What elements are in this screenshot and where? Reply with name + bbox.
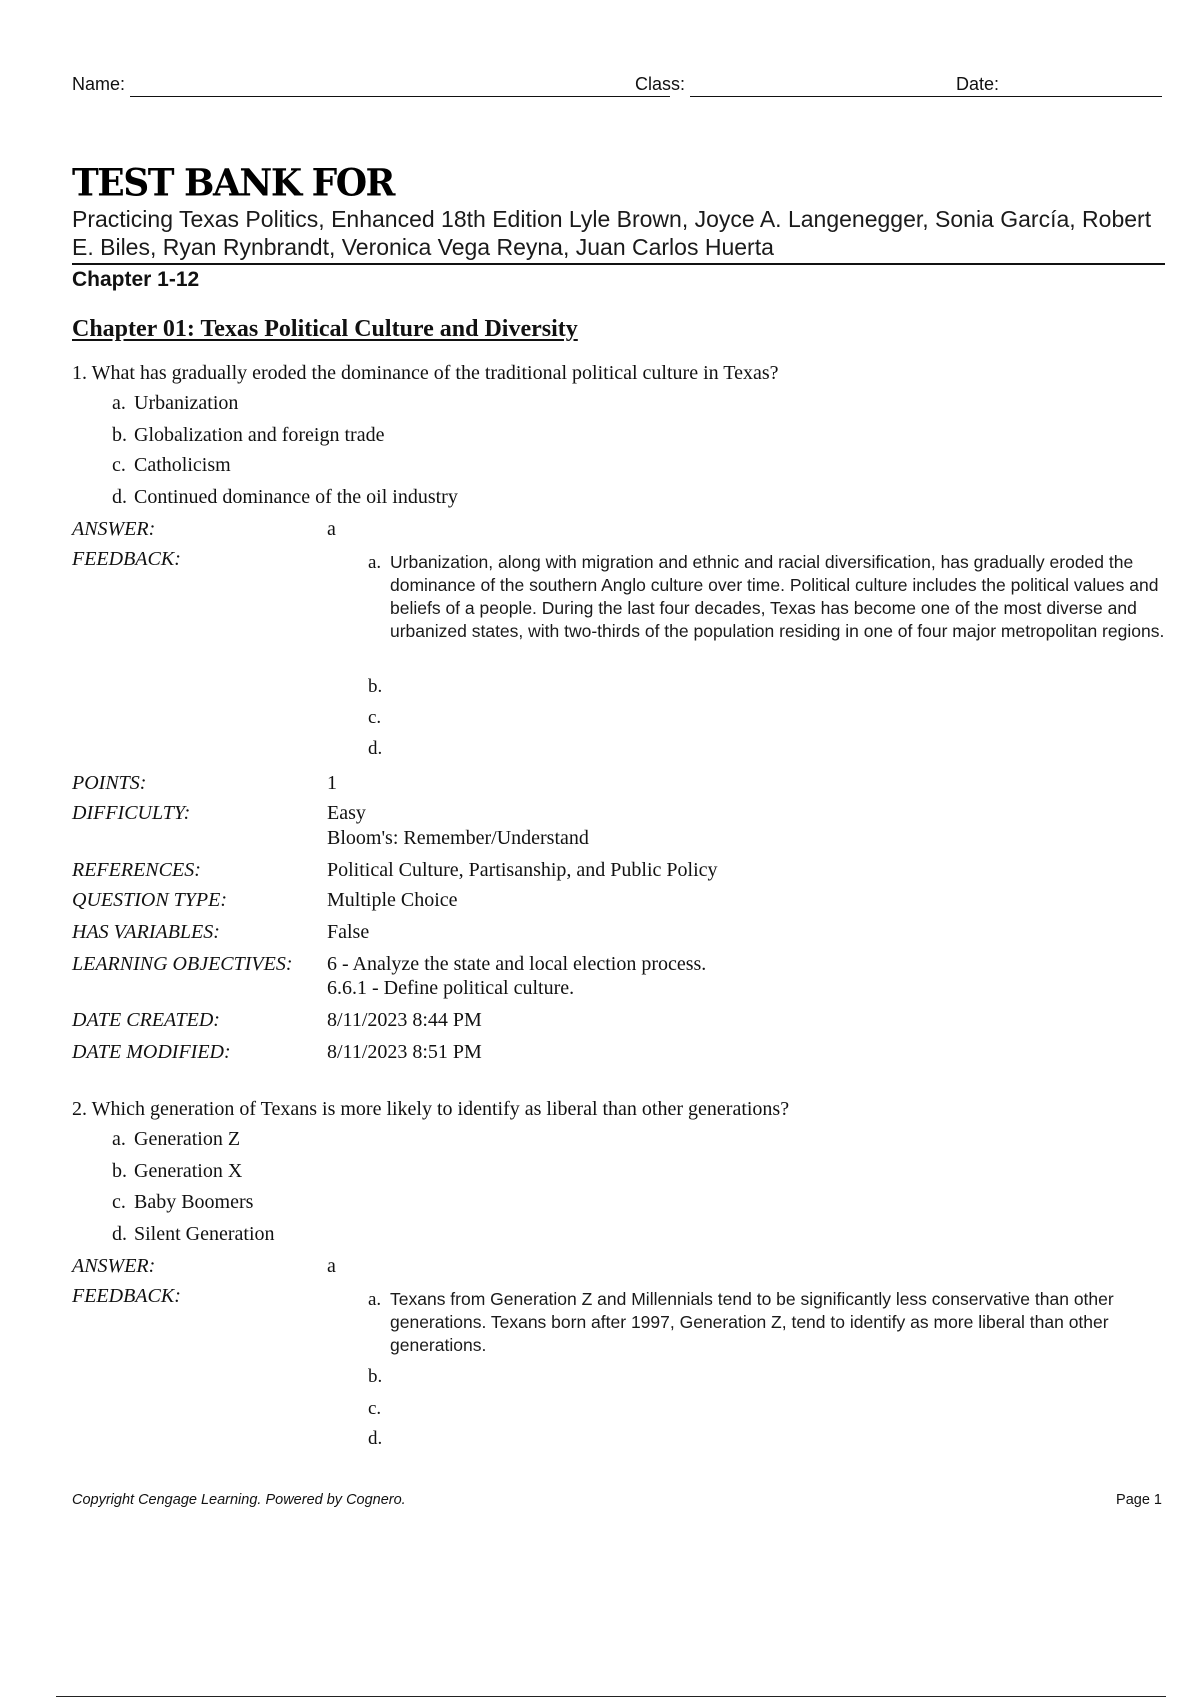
references-label: REFERENCES: (72, 859, 201, 881)
feedback-a-letter: a. (368, 1289, 382, 1310)
student-info-header (72, 70, 1162, 100)
test-bank-heading: TEST BANK FOR (72, 160, 394, 206)
date-field[interactable] (1003, 96, 1162, 97)
class-field[interactable] (690, 96, 1022, 97)
feedback-a-text: Urbanization, along with migration and ethnic and racial diversification, has gradually eroded the dominance of the southern Anglo culture over time. Political culture includes the political values and beliefs of a people. During the last four decades, Texas has become one of the most diverse and urbanized states, with two-thirds of the population residing in one of four major metropolitan regions. (390, 552, 1165, 641)
feedback-d-letter: d. (368, 1428, 383, 1449)
feedback-label: FEEDBACK: (72, 1285, 181, 1307)
page-bottom-rule (56, 1696, 1166, 1697)
feedback-b-letter: b. (368, 676, 383, 697)
option-c: c. Catholicism (112, 454, 231, 476)
difficulty-label: DIFFICULTY: (72, 802, 191, 824)
answer-label: ANSWER: (72, 1255, 156, 1277)
option-c: c. Baby Boomers (112, 1191, 254, 1213)
name-label: Name: (72, 74, 126, 94)
date-modified-value: 8/11/2023 8:51 PM (327, 1041, 482, 1063)
question-type-value: Multiple Choice (327, 889, 458, 911)
feedback-label: FEEDBACK: (72, 548, 181, 570)
feedback-b-letter: b. (368, 1366, 383, 1387)
date-created-label: DATE CREATED: (72, 1009, 220, 1031)
question-stem: 1. What has gradually eroded the dominance of the traditional political culture in Texas? (72, 362, 779, 384)
answer-value: a (327, 518, 336, 540)
option-d: d. Silent Generation (112, 1223, 275, 1245)
book-subtitle: Practicing Texas Politics, Enhanced 18th Edition Lyle Brown, Joyce A. Langenegger, Sonia García, Robert E. Biles, Ryan Rynbrandt, Veronica Vega Reyna, Juan Carlos Huerta (72, 206, 1152, 260)
option-a: a. Urbanization (112, 392, 239, 414)
points-label: POINTS: (72, 772, 147, 794)
learning-objective-2: 6.6.1 - Define political culture. (327, 977, 575, 999)
blooms-value: Bloom's: Remember/Understand (327, 827, 589, 849)
has-variables-value: False (327, 921, 370, 943)
option-b: b. Globalization and foreign trade (112, 424, 385, 446)
feedback-a-letter: a. (368, 552, 382, 573)
name-field[interactable] (130, 96, 670, 97)
question-stem: 2. Which generation of Texans is more likely to identify as liberal than other generations? (72, 1098, 790, 1120)
date-modified-label: DATE MODIFIED: (72, 1041, 231, 1063)
option-d: d. Continued dominance of the oil industry (112, 486, 458, 508)
learning-objective-1: 6 - Analyze the state and local election process. (327, 953, 707, 975)
references-value: Political Culture, Partisanship, and Public Policy (327, 859, 718, 881)
feedback-d-letter: d. (368, 738, 383, 759)
difficulty-value: Easy (327, 802, 366, 824)
option-b: b. Generation X (112, 1160, 243, 1182)
feedback-c-letter: c. (368, 707, 382, 728)
copyright-notice: Copyright Cengage Learning. Powered by Cognero. (72, 1492, 406, 1508)
learning-objectives-label: LEARNING OBJECTIVES: (72, 953, 293, 975)
answer-label: ANSWER: (72, 518, 156, 540)
feedback-c-letter: c. (368, 1398, 382, 1419)
class-label: Class: (635, 74, 686, 94)
question-type-label: QUESTION TYPE: (72, 889, 228, 911)
chapter-title: Chapter 01: Texas Political Culture and Diversity (72, 316, 578, 342)
option-a: a. Generation Z (112, 1128, 241, 1150)
points-value: 1 (327, 772, 337, 794)
feedback-a-text: Texans from Generation Z and Millennials tend to be significantly less conservative than other generations. Texans born after 1997, Generation Z, tend to identify as more liberal than other generations. (390, 1289, 1114, 1355)
answer-value: a (327, 1255, 336, 1277)
page-number: Page 1 (1116, 1492, 1162, 1508)
has-variables-label: HAS VARIABLES: (72, 921, 220, 943)
date-created-value: 8/11/2023 8:44 PM (327, 1009, 482, 1031)
title-divider (72, 263, 1165, 265)
date-label: Date: (956, 74, 1000, 94)
chapter-range: Chapter 1-12 (72, 268, 200, 291)
